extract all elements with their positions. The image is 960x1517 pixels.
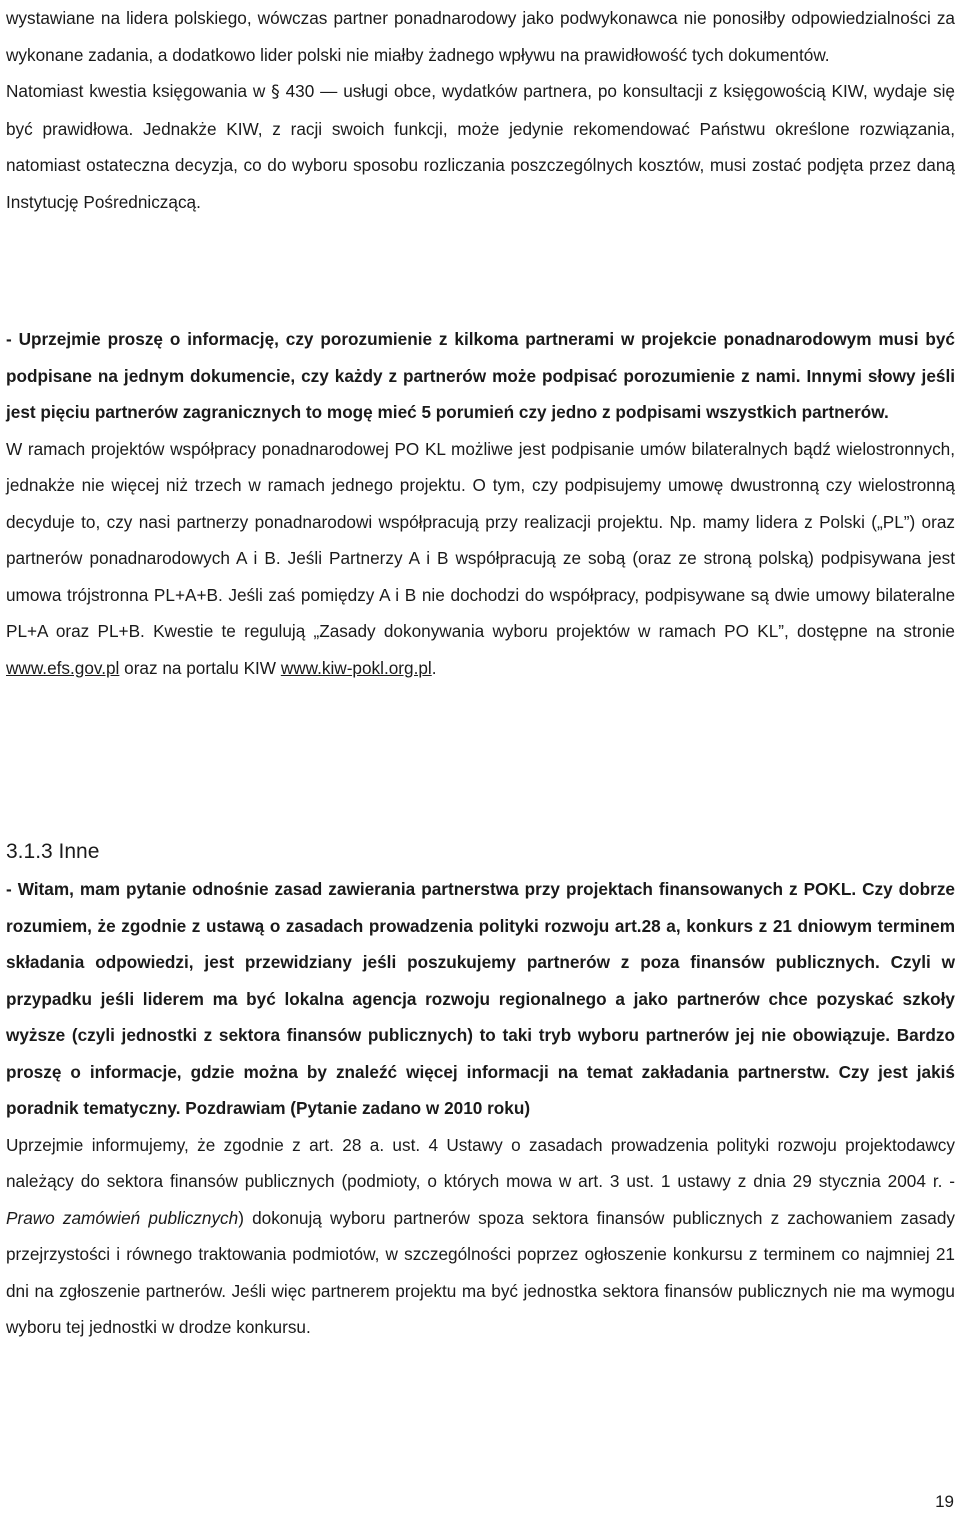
em-dash: — [320, 81, 338, 101]
answer-1-part2: oraz na portalu KIW [119, 657, 281, 678]
paragraph-accounting-part2: 430 [279, 81, 321, 101]
paragraph-accounting-part3: usługi obce, wydatków partnera, po konsultacji z księgowością KIW, wydaje się być prawidłowa. Jednakże KIW, z racji swoich funkcji, może jedynie rekomendować Państwu określone rozwiązania, natomiast ostateczna decyzja, co do wyboru sposobu rozliczania poszczególnych kosztów, musi zostać podjęta przez daną Instytucję Pośredniczącą. [6, 81, 955, 212]
answer-1 [6, 431, 955, 687]
question-2: - Witam, mam pytanie odnośnie zasad zawierania partnerstwa przy projektach finansowanych z POKL. Czy dobrze rozumiem, że zgodnie z ustawą o zasadach prowadzenia polityki rozwoju art.28 a, konkurs z 21 dniowym terminem składania odpowiedzi, jest przewidziany jeśli poszukujemy partnerów z poza finansów publicznych. Czyli w przypadku jeśli liderem ma być lokalna agencja rozwoju regionalnego a jako partnerów chce pozyskać szkoły wyższe (czyli jednostki z sektora finansów publicznych) to taki tryb wyboru partnerów jej nie obowiązuje. Bardzo proszę o informacje, gdzie można by znaleźć więcej informacji na temat zakładania partnerstw. Czy jest jakiś poradnik tematyczny. Pozdrawiam (Pytanie zadano w 2010 roku) [6, 879, 955, 1118]
section-heading: 3.1.3 Inne [6, 840, 100, 863]
qa-section-2 [6, 871, 955, 1346]
section-symbol: § [271, 82, 280, 102]
paragraph-accounting-part1: Natomiast kwestia księgowania w [6, 81, 272, 101]
page-number: 19 [935, 1492, 954, 1511]
paragraph-accounting [6, 73, 955, 220]
question-1: - Uprzejmie proszę o informację, czy porozumienie z kilkoma partnerami w projekcie ponadnarodowym musi być podpisane na jednym dokumencie, czy każdy z partnerów może podpisać porozumienie z nami. Innymi słowy jeśli jest pięciu partnerów zagranicznych to mogę mieć 5 porumień czy jedno z podpisami wszystkich partnerów. [6, 329, 955, 422]
answer-1-part3: . [431, 657, 437, 678]
answer-1-part1: W ramach projektów współpracy ponadnarodowej PO KL możliwe jest podpisanie umów bilateralnych bądź wielostronnych, jednakże nie więcej niż trzech w ramach jednego projektu. O tym, czy podpisujemy umowę dwustronną czy wielostronną decyduje to, czy nasi partnerzy ponadnarodowi współpracują przy realizacji projektu. Np. mamy lidera z Polski („PL”) oraz partnerów ponadnarodowych A i B. Jeśli Partnerzy A i B współpracują ze sobą (oraz ze stroną polską) podpisywana jest umowa trójstronna PL+A+B. Jeśli zaś pomiędzy A i B nie dochodzi do współpracy, podpisywane są dwie umowy bilateralne PL+A oraz PL+B. Kwestie te regulują „Zasady dokonywania wyboru projektów w ramach PO KL”, dostępne na stronie [6, 438, 955, 641]
link-kiw[interactable]: www.kiw-pokl.org.pl [280, 657, 432, 678]
answer-2-part1: Uprzejmie informujemy, że zgodnie z art. 28 a. ust. 4 Ustawy o zasadach prowadzenia polityki rozwoju projektodawcy należący do sektora finansów publicznych (podmioty, o których mowa w art. 3 ust. 1 ustawy z dnia 29 stycznia 2004 r. - [6, 1134, 955, 1191]
paragraph-continuation: wystawiane na lidera polskiego, wówczas partner ponadnarodowy jako podwykonawca nie ponosiłby odpowiedzialności za wykonane zadania, a dodatkowo lider polski nie miałby żadnego wpływu na prawidłowość tych dokumentów. [6, 8, 955, 65]
qa-section-1 [6, 321, 955, 686]
intro-section [6, 0, 955, 220]
answer-2-part2: ) dokonują wyboru partnerów spoza sektora finansów publicznych z zachowaniem zasady przejrzystości i równego traktowania podmiotów, w szczególności poprzez ogłoszenie konkursu z terminem co najmniej 21 dni na zgłoszenie partnerów. Jeśli więc partnerem projektu ma być jednostka sektora finansów publicznych nie ma wymogu wyboru tej jednostki w drodze konkursu. [6, 1207, 955, 1337]
answer-2-italic: Prawo zamówień publicznych [6, 1207, 239, 1228]
answer-2 [6, 1127, 955, 1346]
link-efs[interactable]: www.efs.gov.pl [6, 657, 120, 678]
